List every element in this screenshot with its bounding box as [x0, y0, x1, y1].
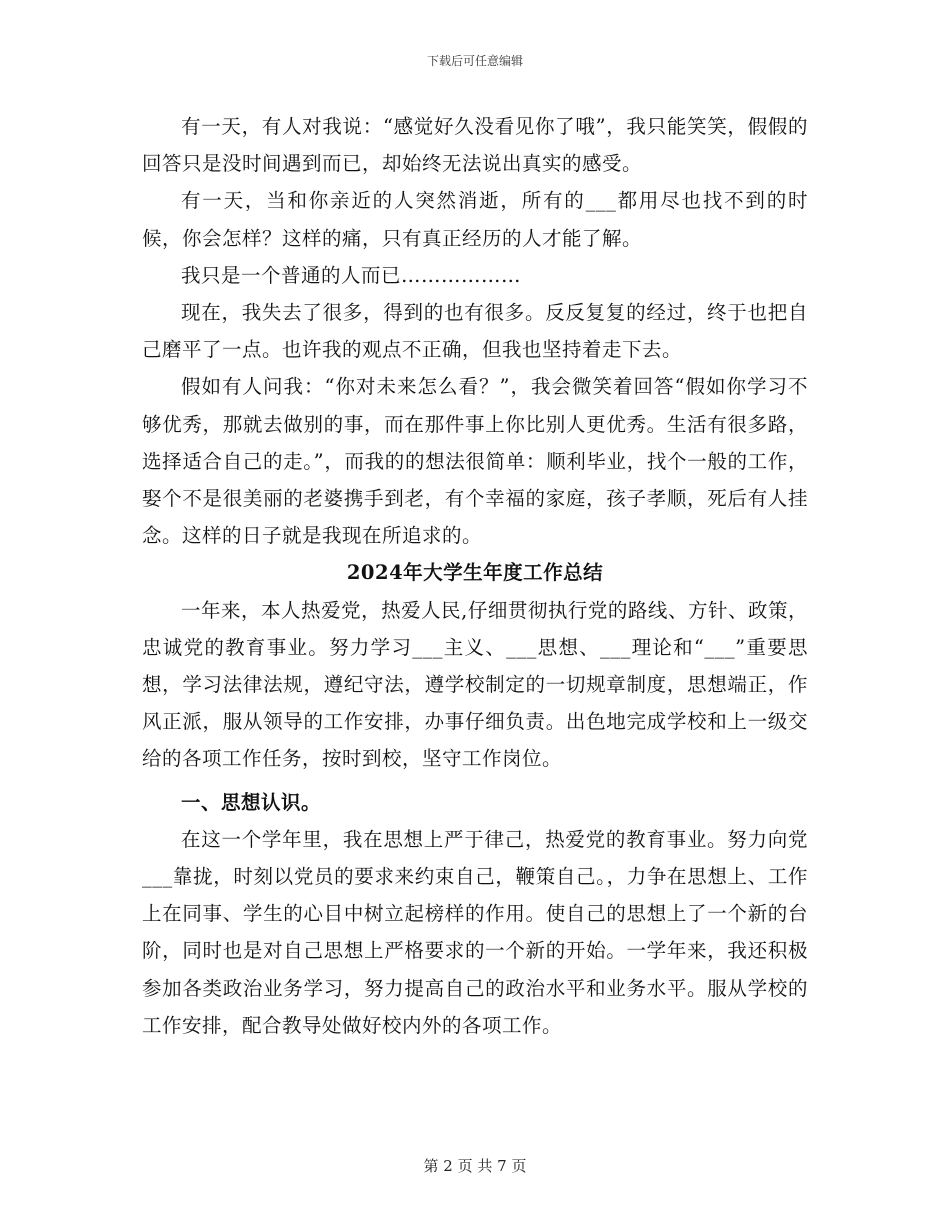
paragraph-5: 假如有人问我：“你对未来怎么看？”，我会微笑着回答“假如你学习不够优秀，那就去做别的事，而在那件事上你比别人更优秀。生活有很多路，选择适合自己的走。”，而我的的想法很简单：顺利毕业，找个一般的工作，娶个不是很美丽的老婆携手到老，有个幸福的家庭，孩子孝顺，死后有人挂念。这样的日子就是我现在所追求的。: [142, 375, 808, 548]
document-body: [142, 108, 808, 1044]
paragraph-3: 我只是一个普通的人而已………………: [181, 263, 522, 287]
page-footer: 第 2 页 共 7 页: [423, 1157, 527, 1175]
paragraph-2: 有一天，当和你亲近的人突然消逝，所有的___都用尽也找不到的时候，你会怎样？这样的痛，只有真正经历的人才能了解。: [142, 189, 808, 250]
section-title: 2024年大学生年度工作总结: [346, 561, 604, 585]
paragraph-1: 有一天，有人对我说：“感觉好久没看见你了哦”，我只能笑笑，假假的回答只是没时间遇到而已，却始终无法说出真实的感受。: [142, 115, 808, 176]
body-paragraph: 在这一个学年里，我在思想上严于律己，热爱党的教育事业。努力向党___靠拢，时刻以党员的要求来约束自己，鞭策自己。，力争在思想上、工作上在同事、学生的心目中树立起榜样的作用。使自己的思想上了一个新的台阶，同时也是对自己思想上严格要求的一个新的开始。一学年来，我还积极参加各类政治业务学习，努力提高自己的政治水平和业务水平。服从学校的工作安排，配合教导处做好校内外的各项工作。: [142, 827, 808, 1037]
subheading: 一、思想认识。: [181, 790, 322, 814]
page-header: 下载后可任意编辑: [426, 54, 523, 68]
paragraph-4: 现在，我失去了很多，得到的也有很多。反反复复的经过，终于也把自己磨平了一点。也许我的观点不正确，但我也坚持着走下去。: [142, 301, 808, 362]
intro-paragraph: 一年来，本人热爱党，热爱人民,仔细贯彻执行党的路线、方针、政策，忠诚党的教育事业。努力学习___主义、___思想、___理论和“___”重要思想，学习法律法规，遵纪守法，遵学校制定的一切规章制度，思想端正，作风正派，服从领导的工作安排，办事仔细负责。出色地完成学校和上一级交给的各项工作任务，按时到校，坚守工作岗位。: [142, 598, 808, 771]
